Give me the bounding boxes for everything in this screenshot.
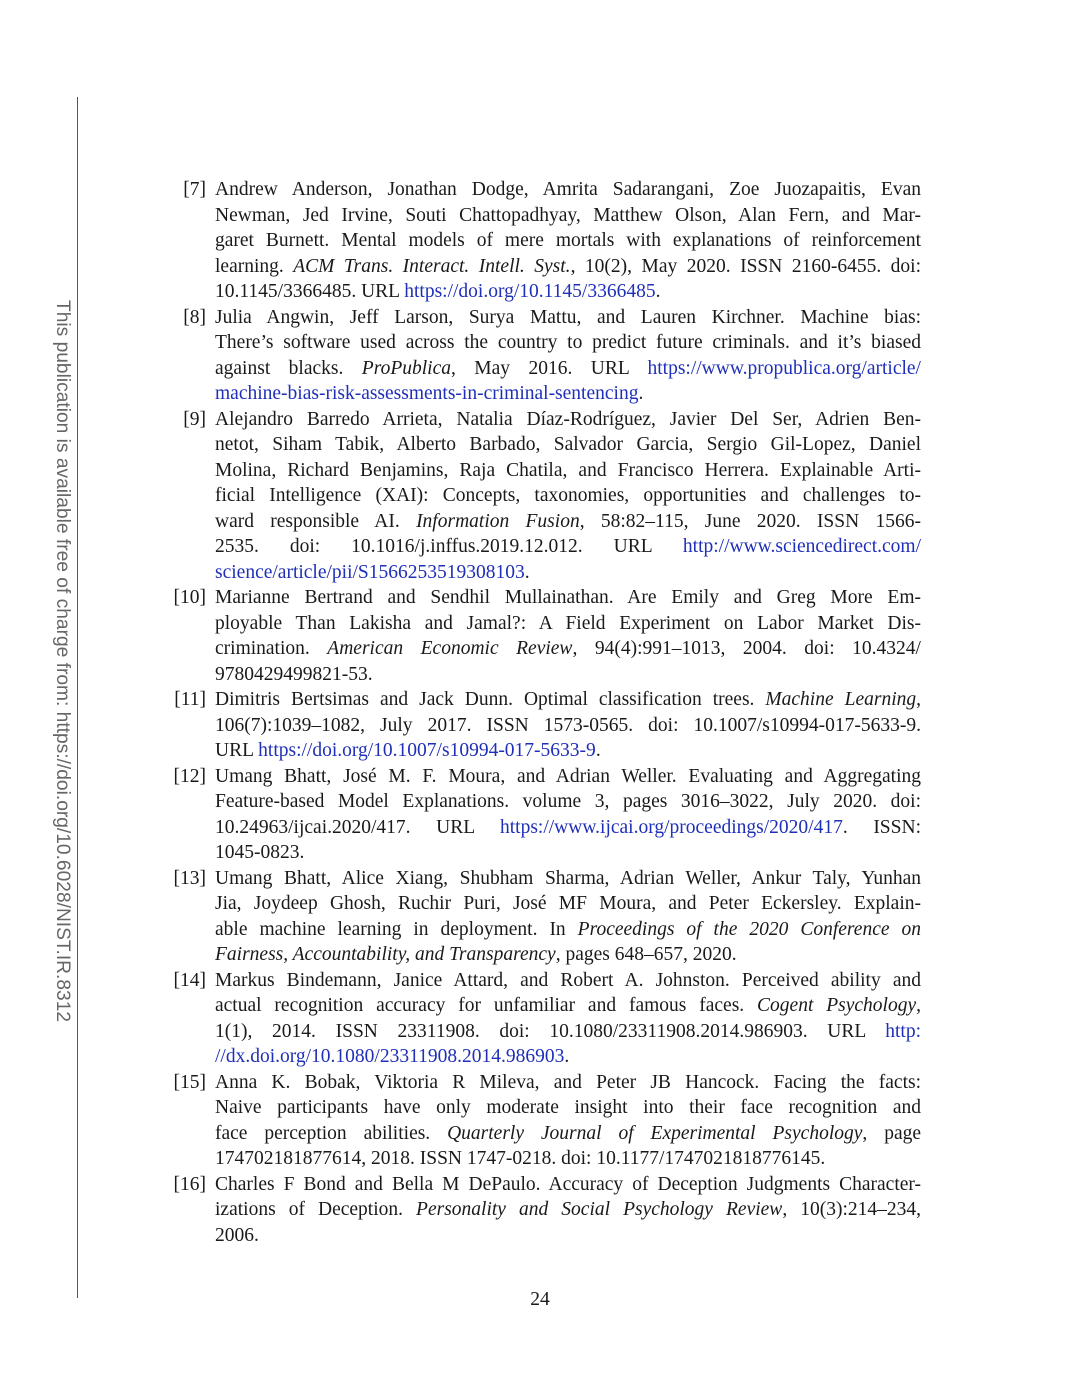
- reference-link[interactable]: //dx.doi.org/10.1080/23311908.2014.986903: [215, 1046, 565, 1067]
- reference-line: [215, 764, 921, 790]
- reference-line: [215, 509, 921, 535]
- reference-text: actual recognition accuracy for unfamiliar and famous faces.: [215, 995, 758, 1016]
- reference-text: There’s software used across the country to predict future criminals. and it’s biased: [215, 332, 921, 353]
- reference-line: [215, 177, 921, 203]
- reference-item: [160, 1172, 921, 1249]
- reference-link[interactable]: https://doi.org/10.1145/3366485: [404, 281, 656, 302]
- venue-title: ACM Trans. Interact. Intell. Syst.: [293, 255, 571, 277]
- reference-line: [215, 611, 921, 637]
- reference-text: ,: [916, 995, 921, 1016]
- reference-text: Markus Bindemann, Janice Attard, and Robert A. Johnston. Perceived ability and: [215, 969, 921, 991]
- reference-text: ployable Than Lakisha and Jamal?: A Field Experiment on Labor Market Dis-: [215, 612, 921, 634]
- reference-text: Alejandro Barredo Arrieta, Natalia Díaz-Rodríguez, Javier Del Ser, Adrien Ben-: [215, 408, 921, 430]
- reference-text: Dimitris Bertsimas and Jack Dunn. Optimal classification trees.: [215, 689, 766, 710]
- reference-text: Umang Bhatt, José M. F. Moura, and Adrian Weller. Evaluating and Aggregating: [215, 765, 921, 787]
- reference-line: [215, 534, 921, 560]
- reference-text: against blacks.: [215, 357, 362, 379]
- reference-text: .: [638, 383, 644, 404]
- reference-line: [215, 330, 921, 356]
- reference-line: [215, 1146, 921, 1172]
- reference-line: [215, 1019, 921, 1045]
- reference-link[interactable]: http:: [885, 1020, 921, 1042]
- reference-text: Marianne Bertrand and Sendhil Mullainathan. Are Emily and Greg More Em-: [215, 587, 921, 608]
- page-number: 24: [530, 1289, 550, 1310]
- reference-line: [215, 279, 921, 305]
- reference-text: learning.: [215, 255, 294, 277]
- reference-line: [215, 840, 921, 866]
- reference-link[interactable]: https://doi.org/10.1007/s10994-017-5633-9: [258, 740, 596, 761]
- venue-title: Personality and Social Psychology Review: [416, 1199, 783, 1220]
- reference-text: Anna K. Bobak, Viktoria R Mileva, and Peter JB Hancock. Facing the facts:: [215, 1071, 921, 1093]
- reference-line: [215, 713, 921, 739]
- reference-item: [160, 305, 921, 407]
- reference-line: [215, 356, 921, 382]
- reference-text: 2535. doi: 10.1016/j.inffus.2019.12.012. URL: [215, 536, 683, 557]
- reference-line: [215, 815, 921, 841]
- reference-label: [9]: [183, 408, 206, 430]
- reference-line: [215, 891, 921, 917]
- reference-text: able machine learning in deployment. In: [215, 918, 578, 940]
- reference-text: ficial Intelligence (XAI): Concepts, taxonomies, opportunities and challenges to-: [215, 485, 921, 506]
- reference-item: [160, 866, 921, 968]
- reference-label: [7]: [183, 179, 206, 200]
- reference-line: [215, 1121, 921, 1147]
- reference-line: [215, 228, 921, 254]
- reference-line: [215, 942, 921, 968]
- reference-text: .: [564, 1046, 570, 1067]
- reference-line: [215, 738, 921, 764]
- reference-text: Charles F Bond and Bella M DePaulo. Accuracy of Deception Judgments Character-: [215, 1173, 921, 1195]
- reference-text: face perception abilities.: [215, 1122, 448, 1144]
- reference-text: , May 2016. URL: [450, 357, 648, 379]
- reference-item: [160, 585, 921, 687]
- reference-text: URL: [215, 740, 259, 761]
- reference-text: Feature-based Model Explanations. volume 3, pages 3016–3022, July 2020. doi:: [215, 791, 921, 812]
- reference-text: crimination.: [215, 638, 328, 659]
- reference-text: netot, Siham Tabik, Alberto Barbado, Salvador Garcia, Sergio Gil-Lopez, Daniel: [215, 434, 921, 455]
- reference-item: [160, 407, 921, 586]
- reference-text: 1045-0823.: [215, 842, 305, 863]
- reference-item: [160, 764, 921, 866]
- reference-text: Julia Angwin, Jeff Larson, Surya Mattu, and Lauren Kirchner. Machine bias:: [215, 306, 921, 328]
- reference-label: [12]: [173, 765, 206, 787]
- reference-line: [215, 203, 921, 229]
- reference-text: 174702181877614, 2018. ISSN 1747-0218. doi: 10.1177/1747021818776145.: [215, 1148, 826, 1169]
- reference-line: [215, 1095, 921, 1121]
- reference-line: [215, 1044, 921, 1070]
- reference-line: [215, 687, 921, 713]
- reference-text: garet Burnett. Mental models of mere mortals with explanations of reinforcement: [215, 230, 921, 251]
- reference-label: [16]: [173, 1173, 206, 1195]
- venue-title: Information Fusion: [416, 510, 580, 532]
- reference-item: [160, 1070, 921, 1172]
- reference-line: [215, 305, 921, 331]
- venue-title: Machine Learning: [765, 689, 917, 710]
- reference-text: .: [655, 281, 661, 302]
- reference-text: , 94(4):991–1013, 2004. doi: 10.4324/: [572, 638, 921, 659]
- margin-rule: [77, 97, 78, 1298]
- venue-title: American Economic Review: [327, 638, 573, 659]
- reference-line: [215, 1070, 921, 1096]
- venue-title: Cogent Psychology: [757, 995, 917, 1016]
- reference-line: [215, 407, 921, 433]
- reference-line: [215, 458, 921, 484]
- reference-link[interactable]: science/article/pii/S1566253519308103: [215, 561, 525, 583]
- reference-text: Newman, Jed Irvine, Souti Chattopadhyay, Matthew Olson, Alan Fern, and Mar-: [215, 204, 921, 226]
- reference-link[interactable]: https://www.propublica.org/article/: [647, 357, 921, 379]
- reference-text: , 58:82–115, June 2020. ISSN 1566-: [579, 510, 921, 532]
- reference-line: [215, 789, 921, 815]
- reference-text: Molina, Richard Benjamins, Raja Chatila, and Francisco Herrera. Explainable Arti-: [215, 459, 921, 481]
- reference-text: ,: [916, 689, 921, 710]
- reference-text: . ISSN:: [842, 816, 921, 838]
- reference-line: [215, 1223, 921, 1249]
- reference-line: [215, 254, 921, 280]
- reference-text: 1(1), 2014. ISSN 23311908. doi: 10.1080/23311908.2014.986903. URL: [215, 1020, 886, 1042]
- reference-line: [215, 968, 921, 994]
- reference-text: Naive participants have only moderate insight into their face recognition and: [215, 1097, 921, 1118]
- reference-line: [215, 917, 921, 943]
- venue-title: Fairness, Accountability, and Transparency: [215, 944, 556, 965]
- reference-link[interactable]: https://www.ijcai.org/proceedings/2020/417: [500, 816, 843, 838]
- venue-title: ProPublica: [361, 357, 451, 379]
- reference-label: [15]: [173, 1071, 206, 1093]
- reference-text: , pages 648–657, 2020.: [555, 944, 737, 965]
- reference-text: , page: [862, 1122, 921, 1144]
- reference-text: Jia, Joydeep Ghosh, Ruchir Puri, José MF Moura, and Peter Eckersley. Explain-: [215, 893, 921, 914]
- reference-item: [160, 177, 921, 305]
- reference-line: [215, 993, 921, 1019]
- reference-text: Umang Bhatt, Alice Xiang, Shubham Sharma, Adrian Weller, Ankur Taly, Yunhan: [215, 867, 921, 889]
- reference-line: [215, 1172, 921, 1198]
- reference-item: [160, 687, 921, 764]
- reference-label: [10]: [173, 587, 206, 608]
- venue-title: Quarterly Journal of Experimental Psychology: [447, 1122, 863, 1144]
- reference-text: .: [595, 740, 601, 761]
- reference-text: Andrew Anderson, Jonathan Dodge, Amrita Sadarangani, Zoe Juozapaitis, Evan: [215, 179, 921, 200]
- reference-label: [11]: [174, 689, 206, 710]
- reference-text: 10.24963/ijcai.2020/417. URL: [215, 816, 500, 838]
- reference-text: 2006.: [215, 1224, 259, 1246]
- reference-text: ward responsible AI.: [215, 510, 417, 532]
- reference-list: [160, 177, 921, 1248]
- reference-label: [14]: [173, 969, 206, 991]
- reference-line: [215, 662, 921, 688]
- reference-line: [215, 636, 921, 662]
- reference-text: .: [524, 561, 530, 583]
- reference-line: [215, 432, 921, 458]
- reference-text: izations of Deception.: [215, 1199, 417, 1220]
- reference-link[interactable]: http://www.sciencedirect.com/: [682, 536, 921, 557]
- venue-title: Proceedings of the 2020 Conference on: [577, 918, 921, 940]
- reference-text: 106(7):1039–1082, July 2017. ISSN 1573-0565. doi: 10.1007/s10994-017-5633-9.: [215, 714, 921, 736]
- reference-text: , 10(3):214–234,: [782, 1199, 922, 1220]
- reference-line: [215, 560, 921, 586]
- reference-line: [215, 381, 921, 407]
- reference-line: [215, 866, 921, 892]
- reference-label: [8]: [183, 306, 206, 328]
- reference-line: [215, 585, 921, 611]
- reference-line: [215, 483, 921, 509]
- reference-label: [13]: [173, 867, 206, 889]
- reference-line: [215, 1197, 921, 1223]
- reference-text: 10.1145/3366485. URL: [215, 281, 405, 302]
- reference-item: [160, 968, 921, 1070]
- sidebar-text: This publication is available free of charge from: https://doi.org/10.6028/NIST.IR.8312: [52, 300, 73, 1023]
- reference-link[interactable]: machine-bias-risk-assessments-in-criminal-sentencing: [215, 383, 639, 404]
- reference-text: , 10(2), May 2020. ISSN 2160-6455. doi:: [570, 255, 922, 277]
- reference-text: 9780429499821-53.: [215, 663, 373, 685]
